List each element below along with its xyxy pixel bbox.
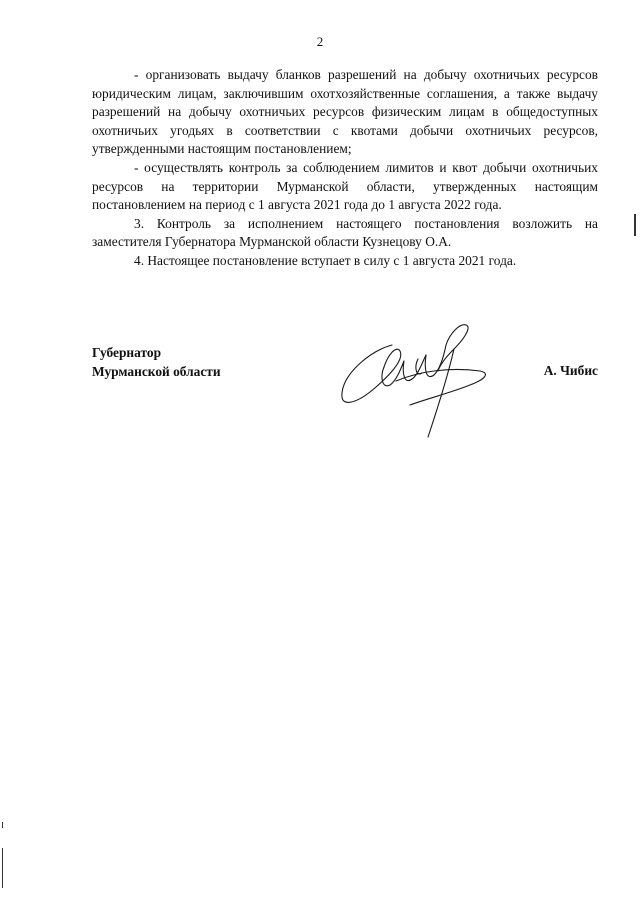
scan-edge-mark-left-small (2, 822, 3, 828)
signatory-title-line1: Губернатор (92, 345, 162, 360)
paragraph-issue-permits: - организовать выдачу бланков разрешений на добычу охотничьих ресурсов юридическим лицам, заключившим охотхозяйственные соглашения, а также выдачу разрешений на добычу охотничьих ресурсов физическим лицам в общедоступных охотничьих угодьях в соответствии с квотами добычи охотничьих ресурсов, утвержденными настоящим постановлением; (92, 67, 598, 157)
handwritten-signature (330, 315, 500, 440)
paragraph-control-limits: - осуществлять контроль за соблюдением лимитов и квот добычи охотничьих ресурсов на территории Мурманской области, утвержденных настоящим постановлением на период с 1 августа 2021 года до 1 августа 2022 года. (92, 159, 598, 213)
scan-edge-mark-right (634, 214, 636, 236)
signatory-title-line2: Мурманской области (92, 363, 221, 379)
page-number: 2 (316, 34, 324, 49)
signatory-title (92, 344, 221, 381)
body-text (92, 66, 598, 271)
signatory-name: А. Чибис (543, 363, 598, 378)
paragraph-control-execution: 3. Контроль за исполнением настоящего постановления возложить на заместителя Губернатора Мурманской области Кузнецову О.А. (92, 215, 598, 250)
scan-edge-mark-left (2, 848, 3, 888)
paragraph-effective-date: 4. Настоящее постановление вступает в силу с 1 августа 2021 года. (134, 252, 517, 268)
